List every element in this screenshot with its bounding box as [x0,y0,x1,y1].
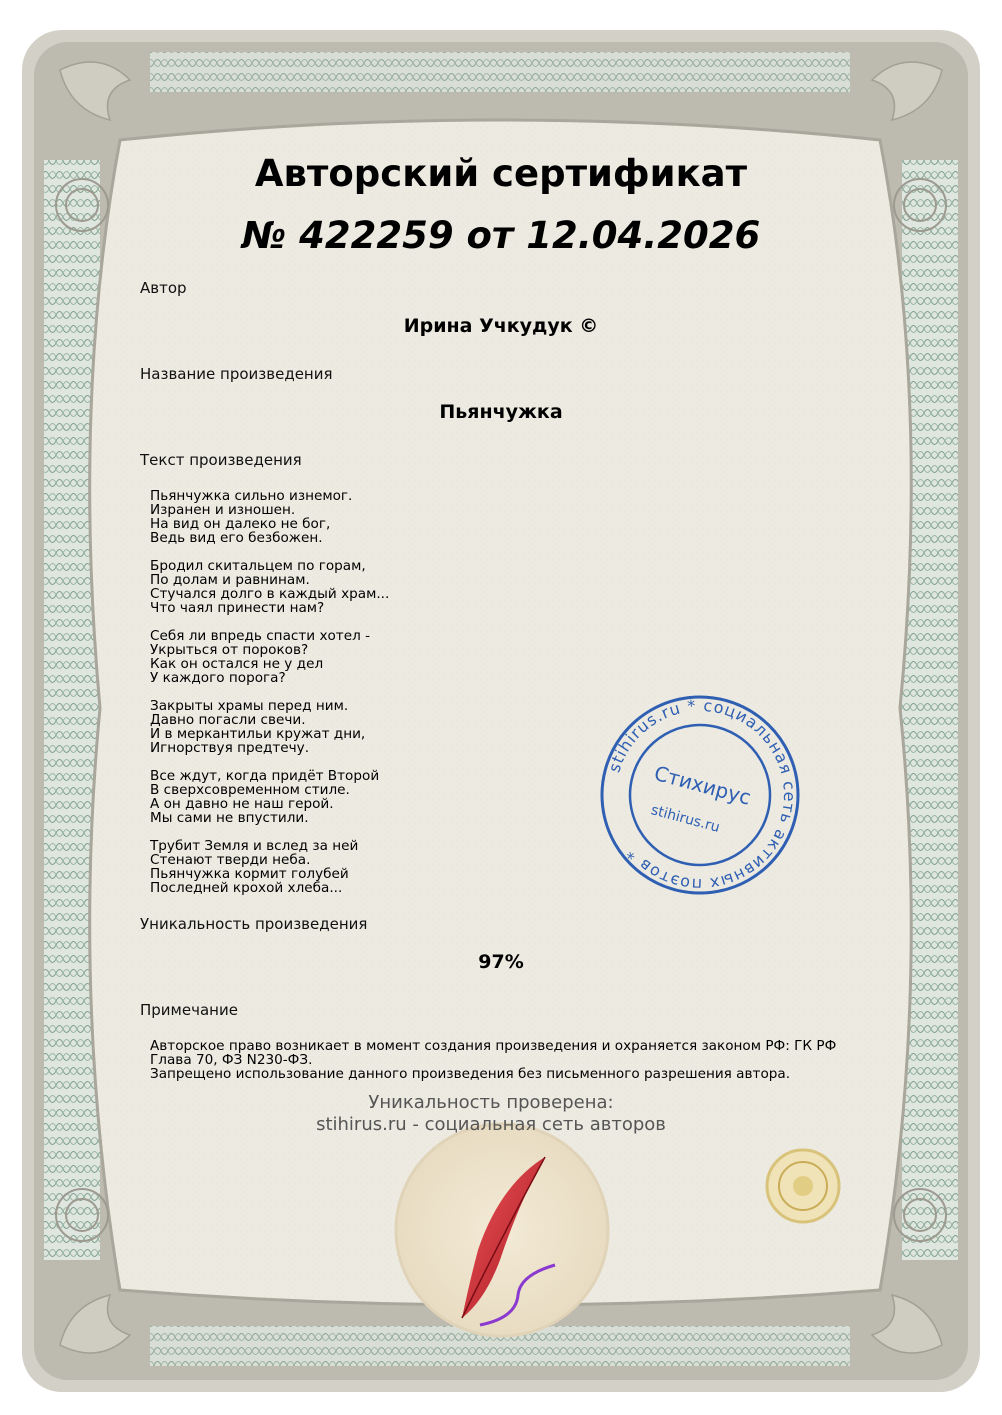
author-label: Автор [140,279,187,297]
poem-stanza [150,629,389,685]
poem-line: Трубит Земля и вслед за ней [150,838,359,854]
poem-line: Что чаял принести нам? [150,600,325,616]
poem-line: Бродил скитальцем по горам, [150,558,366,574]
poem-stanza [150,769,389,825]
certificate-title: Авторский сертификат [254,152,748,195]
poem-line: Все ждут, когда придёт Второй [150,768,380,784]
poem-line: Себя ли впредь спасти хотел - [150,628,371,644]
poem-text [150,489,389,909]
poem-line: И в меркантильи кружат дни, [150,726,366,742]
stamp-outer-text: stihirus.ru * социальная сеть активных поэтов * [604,695,800,895]
gold-rosette-icon [767,1150,839,1222]
poem-line: Изранен и изношен. [150,502,296,518]
poem-line: А он давно не наш герой. [150,796,334,812]
work-text-label: Текст произведения [140,451,302,469]
uniqueness-label: Уникальность произведения [140,915,368,933]
note-line: Запрещено использование данного произведения без письменного разрешения автора. [150,1066,791,1082]
certificate-number: № 422259 от 12.04.2026 [241,214,761,257]
poem-line: Укрыться от пороков? [150,642,309,658]
work-title-label: Название произведения [140,365,333,383]
poem-line: Давно погасли свечи. [150,712,306,728]
poem-line: Последней крохой хлеба... [150,880,343,896]
note-line: Авторское право возникает в момент создания произведения и охраняется законом РФ: ГК РФ Глава 70, ФЗ N230-ФЗ. [150,1038,837,1068]
poem-stanza [150,699,389,755]
note-label: Примечание [140,1001,238,1019]
quill-seal-icon [396,1124,608,1336]
poem-line: Игнорствуя предтечу. [150,740,310,756]
poem-line: Стенают тверди неба. [150,852,311,868]
verification-line: Уникальность проверена: [368,1092,614,1113]
poem-stanza [150,839,389,895]
poem-line: Ведь вид его безбожен. [150,530,323,546]
author-name: Ирина Учкудук © [403,315,599,337]
poem-line: На вид он далеко не бог, [150,516,331,532]
poem-line: У каждого порога? [150,670,286,686]
poem-line: В сверхсовременном стиле. [150,782,350,798]
poem-stanza [150,559,389,615]
work-title: Пьянчужка [439,401,563,423]
poem-line: Пьянчужка сильно изнемог. [150,488,353,504]
poem-line: Как он остался не у дел [150,656,324,672]
poem-line: Закрыты храмы перед ним. [150,698,349,714]
note-text [150,1039,850,1081]
stamp-subtitle: stihirus.ru [649,802,722,836]
stamp-title: Стихирус [651,760,754,810]
poem-line: Стучался долго в каждый храм... [150,586,390,602]
poem-line: Мы сами не впустили. [150,810,309,826]
poem-line: Пьянчужка кормит голубей [150,866,349,882]
verification-site[interactable]: stihirus.ru - социальная сеть авторов [316,1114,666,1135]
poem-line: По долам и равнинам. [150,572,310,588]
uniqueness-value: 97% [478,951,524,973]
poem-stanza [150,489,389,545]
